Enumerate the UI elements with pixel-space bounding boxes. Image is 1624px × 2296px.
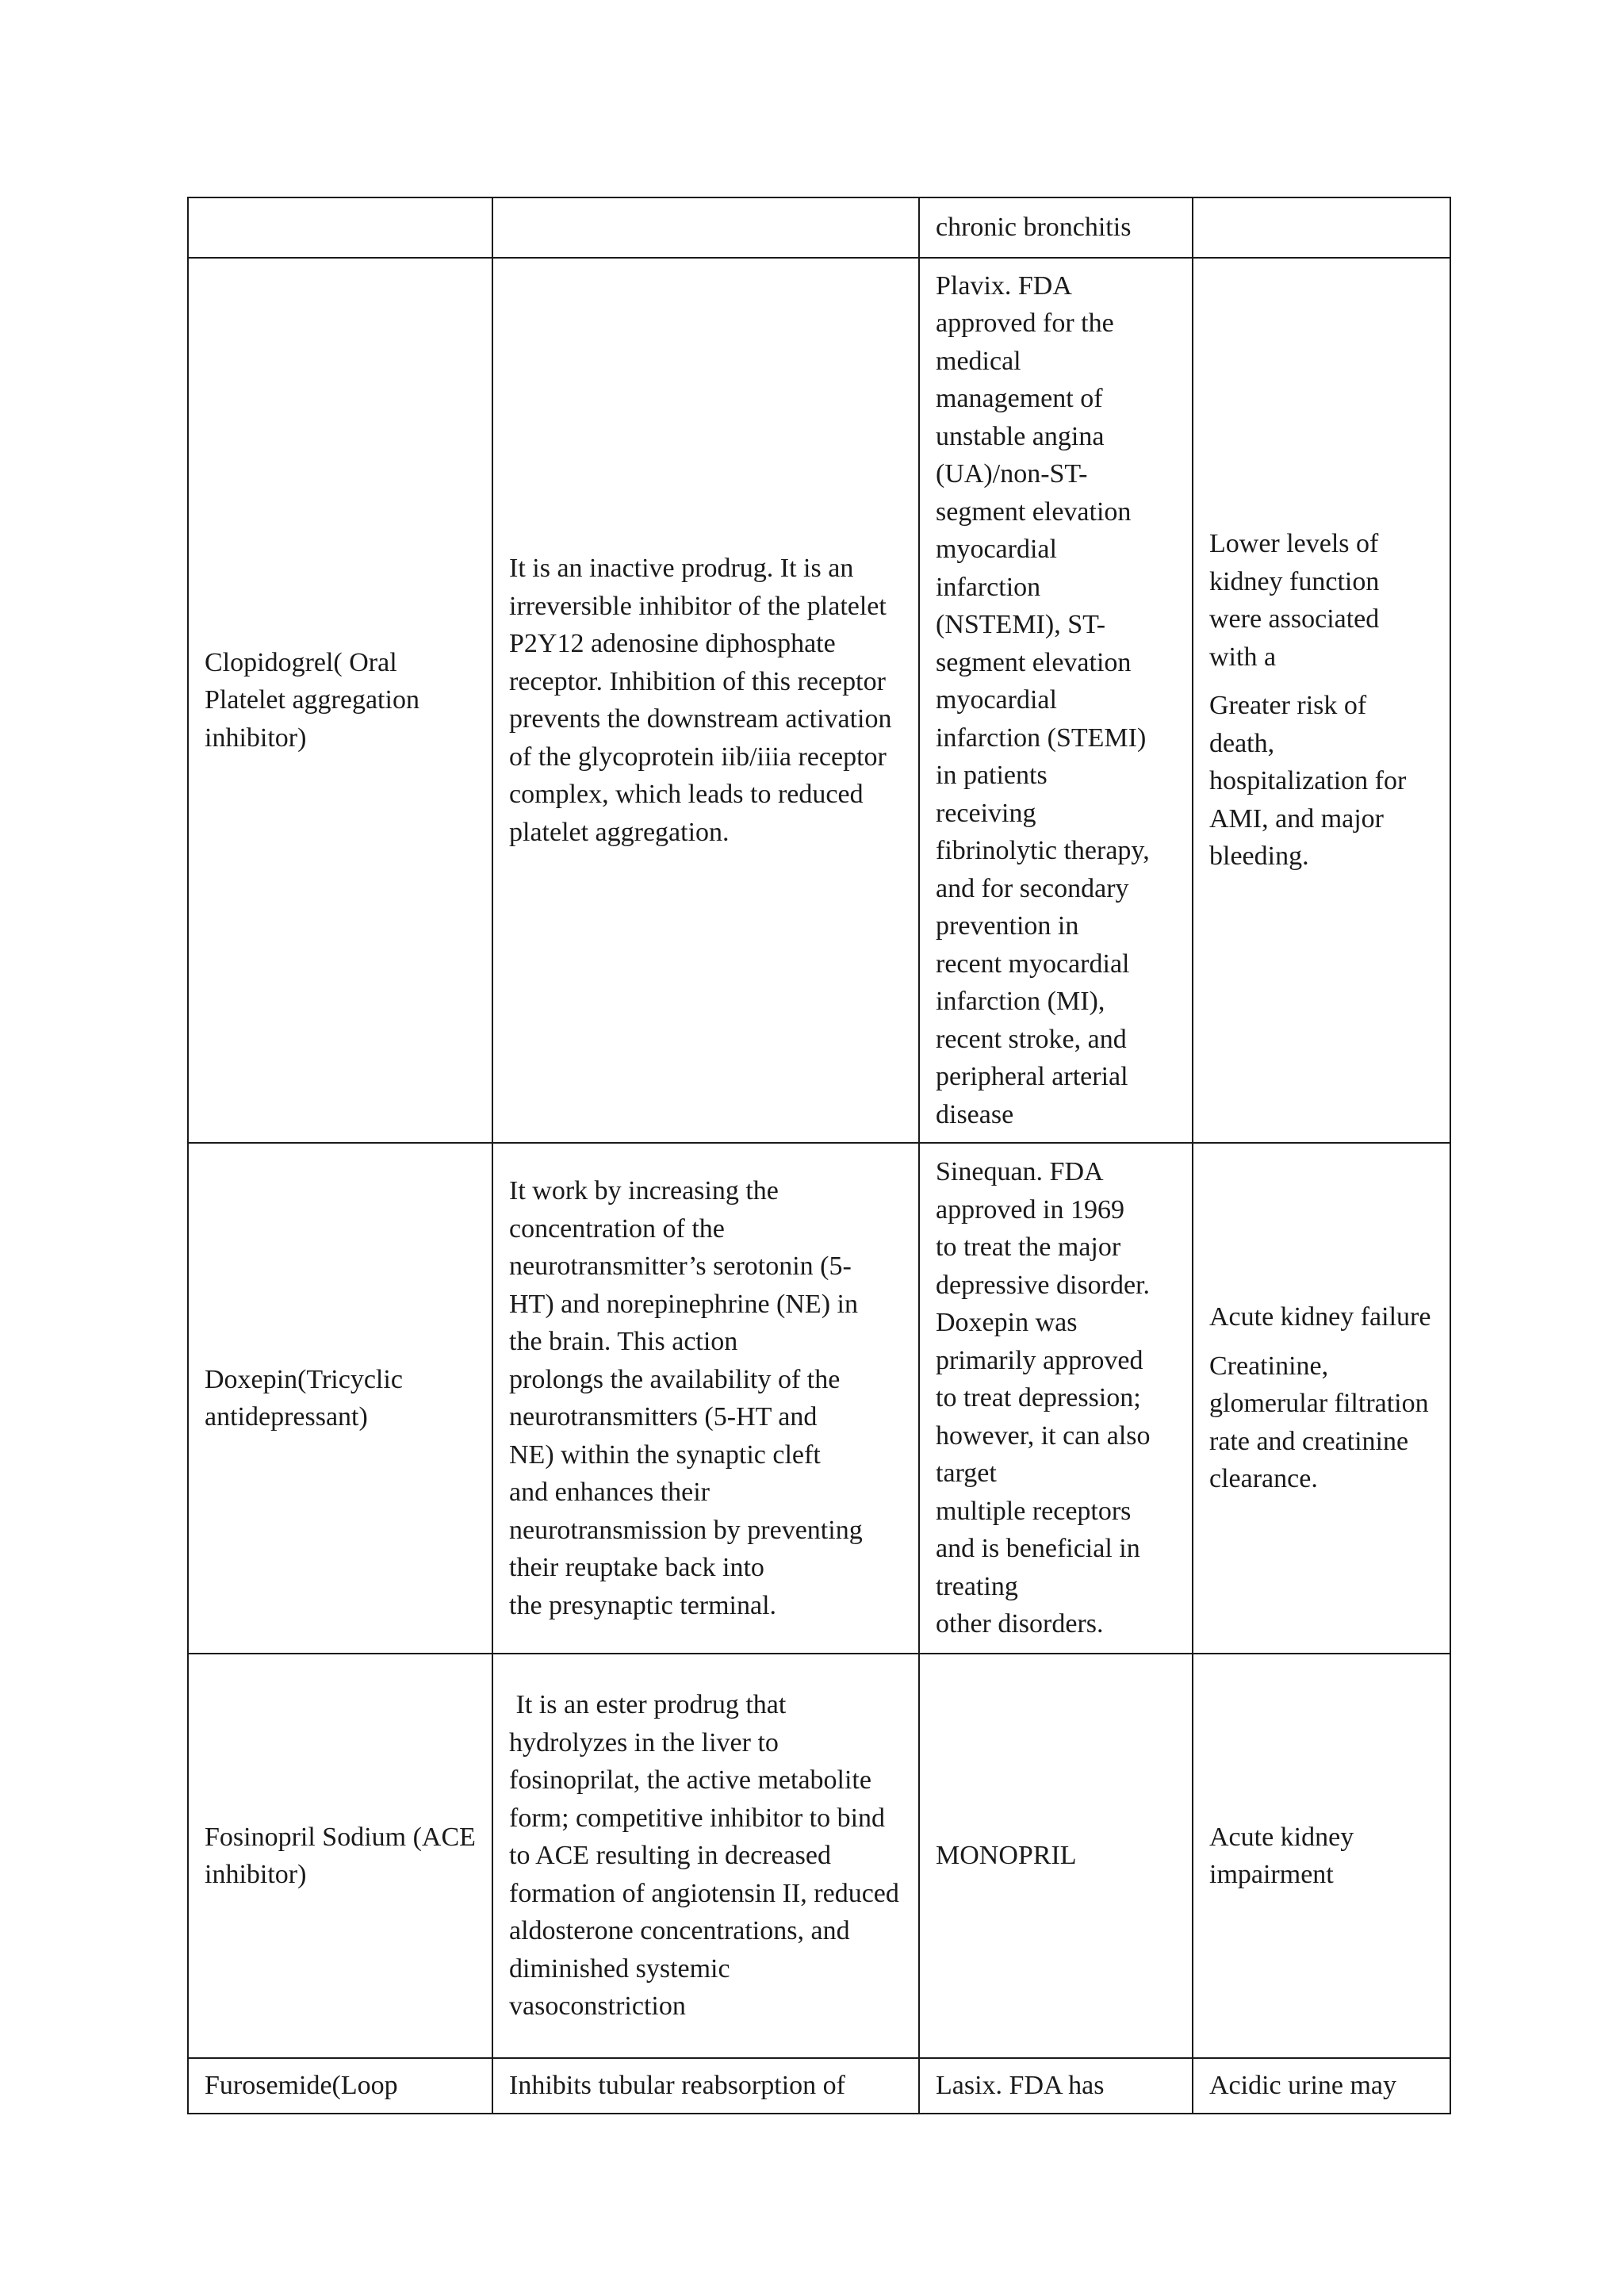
drug-table xyxy=(187,197,1451,2114)
drug-cell: Furosemide(Loop xyxy=(188,2058,492,2114)
indication-cell: chronic bronchitis xyxy=(919,197,1193,258)
indication-cell: Plavix. FDA approved for the medical management of unstable angina (UA)/non-ST- segment elevation myocardial infarction (NSTEMI), ST- segment elevation myocardial infarction (STEMI) in patients receiving fibrinolytic therapy, and for secondary prevention in recent myocardial infarction (MI), recent stroke, and peripheral arterial disease xyxy=(919,258,1193,1143)
table-row xyxy=(188,1654,1450,2058)
indication-cell: Sinequan. FDA approved in 1969 to treat the major depressive disorder. Doxepin was primarily approved to treat depression; however, it can also target multiple receptors and is beneficial in treating other disorders. xyxy=(919,1143,1193,1654)
mechanism-cell: Inhibits tubular reabsorption of xyxy=(492,2058,919,2114)
indication-cell: Lasix. FDA has xyxy=(919,2058,1193,2114)
renal-cell xyxy=(1193,197,1450,258)
drug-cell: Fosinopril Sodium (ACE inhibitor) xyxy=(188,1654,492,2058)
drug-cell: Clopidogrel( Oral Platelet aggregation inhibitor) xyxy=(188,258,492,1143)
drug-cell: Doxepin(Tricyclic antidepressant) xyxy=(188,1143,492,1654)
renal-cell: Lower levels of kidney function were associated with a Greater risk of death, hospitalization for AMI, and major bleeding. xyxy=(1193,258,1450,1143)
table-row xyxy=(188,258,1450,1143)
table-row xyxy=(188,1143,1450,1654)
mechanism-cell xyxy=(492,197,919,258)
table-row xyxy=(188,197,1450,258)
renal-cell: Acidic urine may xyxy=(1193,2058,1450,2114)
renal-cell: Acute kidney failure Creatinine, glomerular filtration rate and creatinine clearance. xyxy=(1193,1143,1450,1654)
table-row xyxy=(188,2058,1450,2114)
indication-cell: MONOPRIL xyxy=(919,1654,1193,2058)
mechanism-cell: It is an inactive prodrug. It is an irreversible inhibitor of the platelet P2Y12 adenosine diphosphate receptor. Inhibition of this receptor prevents the downstream activation of the glycoprotein iib/iiia receptor complex, which leads to reduced platelet aggregation. xyxy=(492,258,919,1143)
drug-cell xyxy=(188,197,492,258)
mechanism-cell: It work by increasing the concentration of the neurotransmitter’s serotonin (5- HT) and norepinephrine (NE) in the brain. This action prolongs the availability of the neurotransmitters (5-HT and NE) within the synaptic cleft and enhances their neurotransmission by preventing their reuptake back into the presynaptic terminal. xyxy=(492,1143,919,1654)
mechanism-cell: It is an ester prodrug that hydrolyzes in the liver to fosinoprilat, the active metabolite form; competitive inhibitor to bind to ACE resulting in decreased formation of angiotensin II, reduced aldosterone concentrations, and diminished systemic vasoconstriction xyxy=(492,1654,919,2058)
renal-cell: Acute kidney impairment xyxy=(1193,1654,1450,2058)
